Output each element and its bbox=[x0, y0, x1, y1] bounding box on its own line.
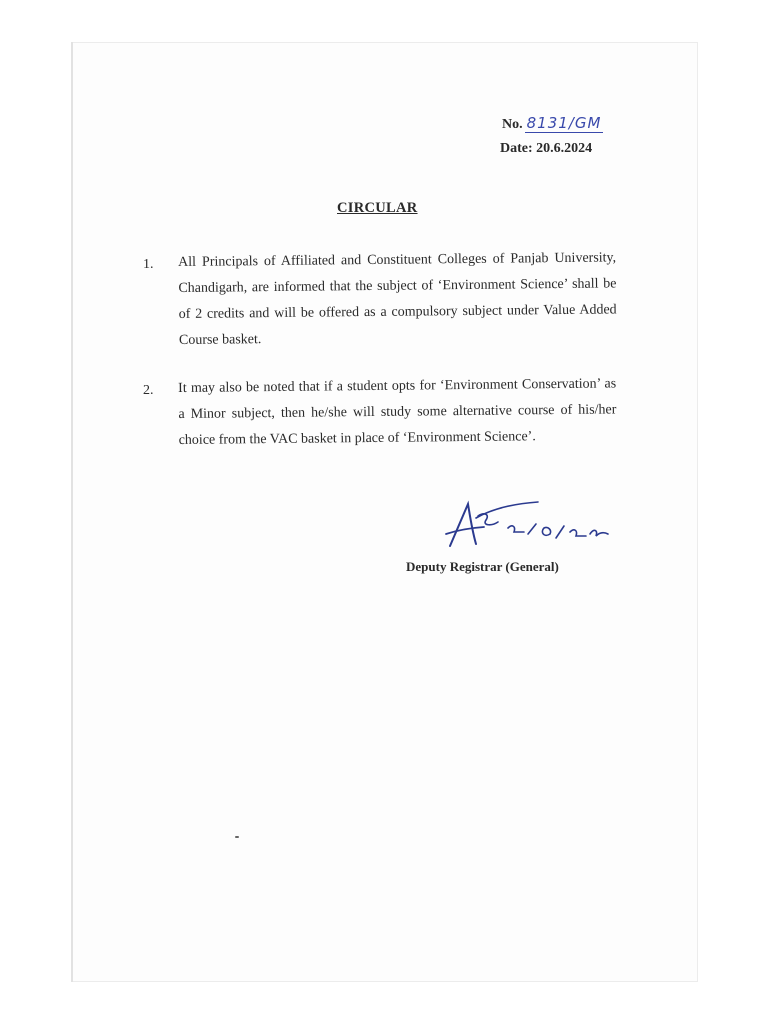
paragraph-number: 1. bbox=[143, 257, 154, 272]
paragraph-text: It may also be noted that if a student opts for ‘Environment Conservation’ as a Minor subject, then he/she will study some alternative course of his/her choice from the VAC basket in place of ‘Environment Science’. bbox=[178, 376, 617, 448]
date-value: 20.6.2024 bbox=[536, 141, 593, 156]
signatory-title: Deputy Registrar (General) bbox=[406, 559, 559, 574]
paragraph-text: All Principals of Affiliated and Constituent Colleges of Panjab University, Chandigarh, are informed that the subject of ‘Environment Science’ shall be of 2 credits and will be offered as a compulsory subject under Value Added Course basket. bbox=[178, 250, 617, 348]
document-title: CIRCULAR bbox=[337, 200, 418, 216]
handwritten-signature bbox=[440, 498, 620, 554]
reference-number-handwritten: 8131/GM bbox=[526, 114, 602, 132]
paragraph-number: 2. bbox=[143, 383, 154, 398]
scan-speck bbox=[235, 836, 239, 838]
date-label: Date: bbox=[500, 141, 533, 156]
circular-date bbox=[500, 141, 592, 157]
reference-number bbox=[502, 114, 603, 133]
reference-label: No. bbox=[502, 117, 523, 132]
